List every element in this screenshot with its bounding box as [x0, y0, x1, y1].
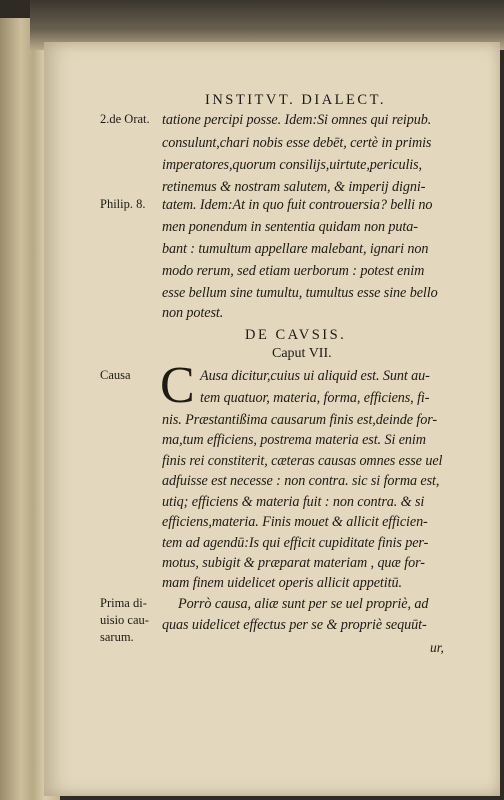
text-line: motus, subigit & præparat materiam , quæ for- — [162, 555, 425, 571]
text-line: consulunt,chari nobis esse debēt, certè in primis — [162, 135, 432, 151]
catchword: ur, — [430, 640, 444, 655]
running-head: INSTITVT. DIALECT. — [205, 92, 386, 108]
margin-note-causa: Causa — [100, 368, 131, 382]
text-line: modo rerum, sed etiam uerborum : potest enim — [162, 263, 425, 279]
text-line: esse bellum sine tumultu, tumultus esse sine bello — [162, 285, 438, 301]
text-line: tatem. Idem:At in quo fuit controuersia? belli no — [162, 197, 433, 213]
margin-note-prima-2: uisio cau- — [100, 613, 149, 627]
text-line: non potest. — [162, 305, 224, 321]
text-line: quas uidelicet effectus per se & propriè sequūt- — [162, 617, 427, 633]
text-line: tem quatuor, materia, forma, efficiens, fi- — [200, 390, 430, 406]
text-line: Porrò causa, aliæ sunt per se uel propriè, ad — [178, 596, 429, 612]
text-line: men ponendum in sententia quidam non puta- — [162, 219, 418, 235]
text-line: efficiens,materia. Finis mouet & allicit efficien- — [162, 514, 428, 530]
margin-note-philip: Philip. 8. — [100, 197, 146, 211]
text-line: imperatores,quorum consilijs,uirtute,periculis, — [162, 157, 422, 173]
text-line: retinemus & nostram salutem, & imperij digni- — [162, 179, 426, 195]
section-heading: DE CAVSIS. — [245, 327, 347, 343]
text-line: nis. Præstantißima causarum finis est,deinde for- — [162, 412, 438, 428]
text-line: finis rei constiterit, cæteras causas omnes esse uel — [162, 453, 443, 469]
chapter-heading: Caput VII. — [272, 346, 332, 361]
margin-note-de-orat: 2.de Orat. — [100, 112, 150, 126]
text-line: tem ad agendū:Is qui efficit cupiditate finis per- — [162, 535, 429, 551]
text-line: ma,tum efficiens, postrema materia est. Si enim — [162, 432, 426, 448]
text-line: Ausa dicitur,cuius ui aliquid est. Sunt au- — [200, 368, 430, 384]
drop-cap: C — [160, 357, 195, 414]
margin-note-prima-3: sarum. — [100, 630, 134, 644]
text-line: utiq; efficiens & materia fuit : non contra. & si — [162, 494, 425, 510]
margin-note-prima-1: Prima di- — [100, 596, 147, 610]
text-line: tatione percipi posse. Idem:Si omnes qui reipub. — [162, 112, 432, 128]
text-line: adfuisse est necesse : non contra. sic si forma est, — [162, 473, 440, 489]
text-line: mam finem uidelicet operis allicit appetitū. — [162, 575, 402, 591]
text-line: bant : tumultum appellare malebant, ignari non — [162, 241, 429, 257]
